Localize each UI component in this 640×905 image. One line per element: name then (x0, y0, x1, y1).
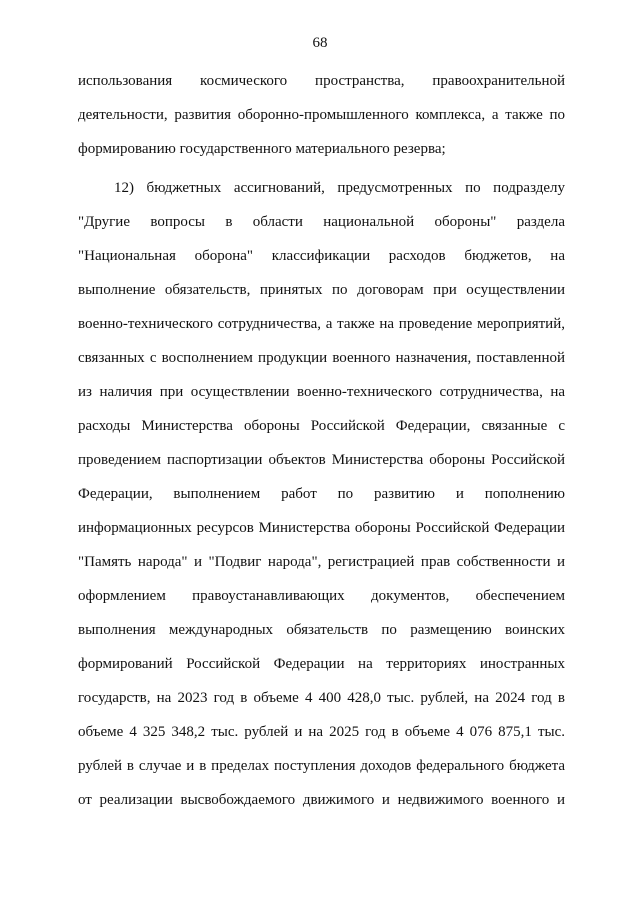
text-line: оформлением правоустанавливающих документов, обеспечением (78, 588, 565, 604)
text-line: использования космического пространства, правоохранительной (78, 73, 565, 89)
paragraph-2 (78, 177, 565, 823)
paragraph-1 (78, 70, 565, 172)
text-line: из наличия при осуществлении военно-технического сотрудничества, на (78, 384, 565, 400)
body-text (78, 70, 565, 823)
text-line: связанных с восполнением продукции военного назначения, поставленной (78, 350, 565, 366)
text-line: формированию государственного материального резерва; (78, 141, 446, 157)
text-line: расходы Министерства обороны Российской Федерации, связанные с (78, 418, 565, 434)
text-line: выполнение обязательств, принятых по договорам при осуществлении (78, 282, 565, 298)
text-line: объеме 4 325 348,2 тыс. рублей и на 2025 год в объеме 4 076 875,1 тыс. (78, 724, 565, 740)
page-number: 68 (312, 35, 328, 51)
text-line: военно-технического сотрудничества, а также на проведение мероприятий, (78, 316, 565, 332)
text-line: государств, на 2023 год в объеме 4 400 428,0 тыс. рублей, на 2024 год в (78, 690, 565, 706)
text-line: Федерации, выполнением работ по развитию и пополнению (78, 486, 565, 502)
text-line: проведением паспортизации объектов Министерства обороны Российской (78, 452, 565, 468)
text-line: информационных ресурсов Министерства обороны Российской Федерации (78, 520, 565, 536)
text-line: деятельности, развития оборонно-промышленного комплекса, а также по (78, 107, 565, 123)
text-line: "Другие вопросы в области национальной обороны" раздела (78, 214, 565, 230)
text-line: "Национальная оборона" классификации расходов бюджетов, на (78, 248, 565, 264)
text-line: выполнения международных обязательств по размещению воинских (78, 622, 565, 638)
text-line: формирований Российской Федерации на территориях иностранных (78, 656, 565, 672)
text-line: 12) бюджетных ассигнований, предусмотренных по подразделу (114, 180, 565, 196)
text-line: рублей в случае и в пределах поступления доходов федерального бюджета (78, 758, 565, 774)
text-line: "Память народа" и "Подвиг народа", регистрацией прав собственности и (78, 554, 565, 570)
text-line: от реализации высвобождаемого движимого и недвижимого военного и (78, 792, 565, 808)
